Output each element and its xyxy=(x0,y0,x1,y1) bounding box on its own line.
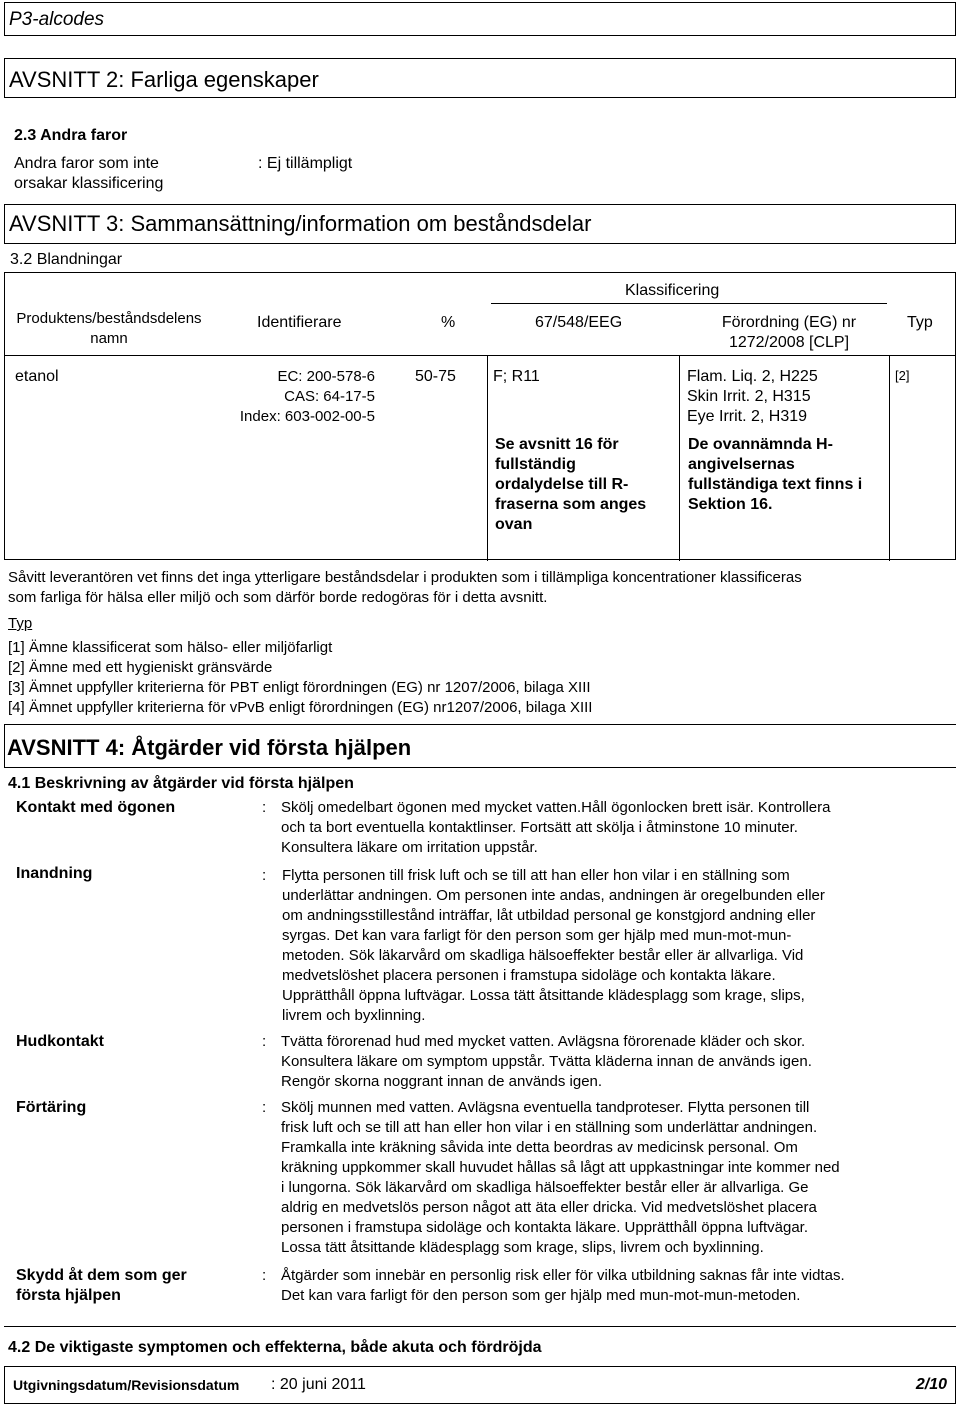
row-percent: 50-75 xyxy=(415,368,456,385)
inhalation-colon: : xyxy=(262,867,267,884)
row-clp-note: De ovannämnda H- angivelsernas fullständiga text finns i Sektion 16. xyxy=(688,436,863,513)
row-component-name: etanol xyxy=(15,368,59,385)
row-identifier: EC: 200-578-6 CAS: 64-17-5 Index: 603-002-00-5 xyxy=(239,368,375,425)
type-legend-item-2: [2] Ämne med ett hygieniskt gränsvärde xyxy=(8,659,273,676)
composition-note: Såvitt leverantören vet finns det inga ytterligare beståndsdelar i produkten som i tillämpliga koncentrationer klassificeras som farliga för hälsa eller miljö och som därför borde redogöras för i detta avsnitt. xyxy=(8,569,802,606)
inhalation-label: Inandning xyxy=(16,865,93,882)
footer-page-number: 2/10 xyxy=(915,1376,947,1393)
section-2-heading: AVSNITT 2: Farliga egenskaper xyxy=(9,67,319,92)
type-legend-item-1: [1] Ämne klassificerat som hälso- eller miljöfarligt xyxy=(8,639,333,656)
section-3-heading-box xyxy=(4,204,956,244)
section-2-3-subheading: 2.3 Andra faror xyxy=(14,127,128,144)
row-eec: F; R11 xyxy=(493,368,540,385)
header-identifier: Identifierare xyxy=(257,314,342,331)
document-header xyxy=(4,2,956,36)
section-4-divider xyxy=(4,1326,956,1327)
eye-contact-label: Kontakt med ögonen xyxy=(16,799,176,816)
inhalation-text: Flytta personen till frisk luft och se till att han eller hon vilar i en ställning som underlättar andningen. Om personen inte andas, andningen är oregelbunden eller om andningsstillestånd inträffar, låt utbildad personal ge konstgjord andning eller syrgas. Det kan vara farligt för den person som ger hjälp med mun-mot-mun- metoden. Sök läkarvård om skadliga hälsoeffekter består eller är allvarliga. Vid medvetslöshet placera personen i framstupa sidoläge och kontakta läkare. Upprätthåll öppna luftvägar. Lossa tätt åtsittande klädesplagg som krage, slips, livrem och byxlinning. xyxy=(282,867,825,1024)
other-hazards-label: Andra faror som inte orsakar klassificering xyxy=(14,155,164,192)
ingestion-text: Skölj munnen med vatten. Avlägsna eventuella tandproteser. Flytta personen till frisk luft och se till att han eller hon vilar i en ställning som underlättar andningen. Framkalla inte kräkning såvida inte detta beordras av medicinsk personal. Om kräkning uppkommer skall huvudet hållas så lågt att uppkastningar inte kommer ned i lungorna. Sök läkarvård om skadliga hälsoeffekter består eller är allvarliga. Ge aldrig en medvetslös person något att äta eller dricka. Vid medvetslöshet placera personen i framstupa sidoläge och kontakta läkare. Upprätthåll öppna luftvägar. Lossa tätt åtsittande klädesplagg som krage, slips, livrem och byxlinning. xyxy=(281,1099,840,1256)
section-4-heading: AVSNITT 4: Åtgärder vid första hjälpen xyxy=(7,735,412,760)
table-col-divider-1 xyxy=(487,355,488,561)
first-aider-protection-label: Skydd åt dem som ger första hjälpen xyxy=(16,1267,187,1304)
document-footer xyxy=(4,1366,956,1404)
document-title: P3-alcodes xyxy=(9,9,105,30)
type-legend-item-4: [4] Ämnet uppfyller kriterierna för vPvB enligt förordningen (EG) nr1207/2006, bilaga XIII xyxy=(8,699,593,716)
skin-contact-label: Hudkontakt xyxy=(16,1033,104,1050)
section-4-heading-box xyxy=(4,724,956,768)
section-3-2-subheading: 3.2 Blandningar xyxy=(10,251,123,268)
header-percent: % xyxy=(441,314,456,331)
row-clp: Flam. Liq. 2, H225 Skin Irrit. 2, H315 Eye Irrit. 2, H319 xyxy=(687,368,818,425)
eye-contact-colon: : xyxy=(262,799,267,816)
footer-date: : 20 juni 2011 xyxy=(271,1376,366,1393)
ingestion-label: Förtäring xyxy=(16,1099,87,1116)
section-2-heading-box xyxy=(4,58,956,98)
skin-contact-text: Tvätta förorenad hud med mycket vatten. Avlägsna förorenade kläder och skor. Konsultera läkare om symptom uppstår. Tvätta kläderna innan de används igen. Rengör skorna noggrant innan de används igen. xyxy=(281,1033,812,1090)
header-classification: Klassificering xyxy=(625,282,720,299)
header-eec: 67/548/EEG xyxy=(535,314,623,331)
type-legend-item-3: [3] Ämnet uppfyller kriterierna för PBT enligt förordningen (EG) nr 1207/2006, bilaga XIII xyxy=(8,679,591,696)
table-col-divider-3 xyxy=(889,355,890,561)
type-legend-title: Typ xyxy=(8,615,33,632)
footer-label: Utgivningsdatum/Revisionsdatum xyxy=(13,1377,240,1393)
other-hazards-value: : Ej tillämpligt xyxy=(258,155,353,172)
table-header-divider xyxy=(5,355,955,356)
header-component-name: Produktens/beståndsdelens namn xyxy=(16,310,202,347)
row-eec-note: Se avsnitt 16 för fullständig ordalydelse till R- fraserna som anges ovan xyxy=(495,436,647,533)
section-4-2-subheading: 4.2 De viktigaste symptomen och effekterna, både akuta och fördröjda xyxy=(8,1339,542,1356)
composition-table xyxy=(4,272,956,560)
row-type: [2] xyxy=(895,368,910,383)
first-aider-protection-text: Åtgärder som innebär en personlig risk eller för vilka utbildning saknas får inte vidtas. Det kan vara farligt för den person som ger hjälp med mun-mot-mun-metoden. xyxy=(281,1267,845,1304)
skin-contact-colon: : xyxy=(262,1033,267,1050)
classification-underline xyxy=(491,303,887,304)
eye-contact-text: Skölj omedelbart ögonen med mycket vatten.Håll ögonlocken brett isär. Kontrollera och ta bort eventuella kontaktlinser. Fortsätt att skölja i åtminstone 10 minuter. Konsultera läkare om irritation uppstår. xyxy=(281,799,831,856)
ingestion-colon: : xyxy=(262,1099,267,1116)
header-clp: Förordning (EG) nr 1272/2008 [CLP] xyxy=(721,314,857,351)
table-col-divider-2 xyxy=(679,355,680,561)
first-aider-protection-colon: : xyxy=(262,1267,267,1284)
section-4-1-subheading: 4.1 Beskrivning av åtgärder vid första hjälpen xyxy=(8,775,354,792)
section-3-heading: AVSNITT 3: Sammansättning/information om beståndsdelar xyxy=(9,211,592,236)
header-type: Typ xyxy=(907,314,933,331)
